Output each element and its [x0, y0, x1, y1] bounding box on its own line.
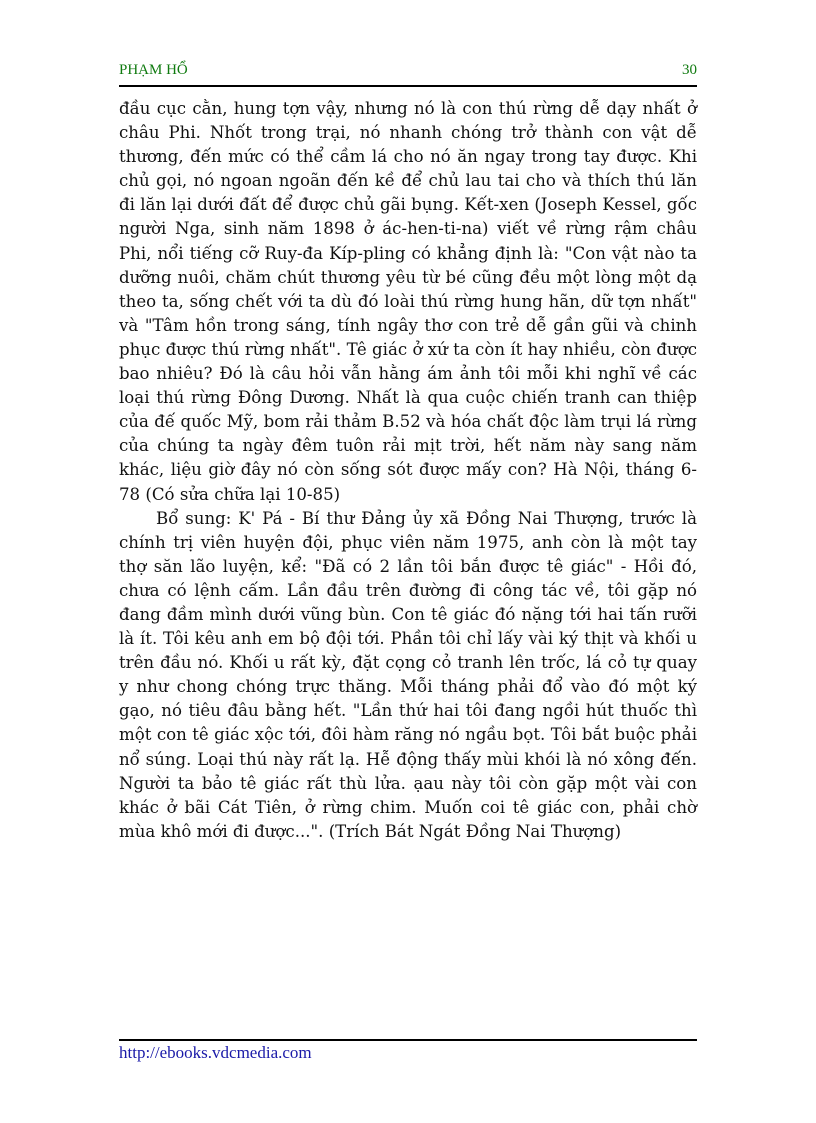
header-divider	[119, 85, 697, 87]
paragraph-supplement: Bổ sung: K' Pá - Bí thư Đảng ủy xã Đồng Nai Thượng, trước là chính trị viên huyện đội, phục viên năm 1975, anh còn là một tay thợ săn lão luyện, kể: "Đã có 2 lần tôi bắn được tê giác" - Hồi đó, chưa có lệnh cấm. Lần đầu trên đường đi công tác về, tôi gặp nó đang đầm mình dưới vũng bùn. Con tê giác đó nặng tới hai tấn rưỡi là ít. Tôi kêu anh em bộ đội tới. Phần tôi chỉ lấy vài ký thịt và khối u trên đầu nó. Khối u rất kỳ, đặt cọng cỏ tranh lên trốc, lá cỏ tự quay y như chong chóng trực thăng. Mỗi tháng phải đổ vào đó một ký gạo, nó tiêu đâu bằng hết. "Lần thứ hai tôi đang ngồi hút thuốc thì một con tê giác xộc tới, đôi hàm răng nó ngầu bọt. Tôi bắt buộc phải nổ súng. Loại thú này rất lạ. Hễ động thấy mùi khói là nó xông đến. Người ta bảo tê giác rất thù lửa. ạau này tôi còn gặp một vài con khác ở bãi Cát Tiên, ở rừng chim. Muốn coi tê giác con, phải chờ mùa khô mới đi được...". (Trích Bát Ngát Đồng Nai Thượng)	[119, 508, 697, 841]
paragraph-continuation: đầu cục cằn, hung tợn vậy, nhưng nó là con thú rừng dễ dạy nhất ở châu Phi. Nhốt trong trại, nó nhanh chóng trở thành con vật dễ thương, đến mức có thể cầm lá cho nó ăn ngay trong tay được. Khi chủ gọi, nó ngoan ngoãn đến kề để chủ lau tai cho và thích thú lăn đi lăn lại dưới đất để được chủ gãi bụng. Kết-xen (Joseph Kessel, gốc người Nga, sinh năm 1898 ở ác-hen-ti-na) viết về rừng rậm châu Phi, nổi tiếng cỡ Ruy-đa Kíp-pling có khẳng định là: "Con vật nào ta dưỡng nuôi, chăm chút thương yêu từ bé cũng đều một lòng một dạ theo ta, sống chết với ta dù đó loài thú rừng hung hãn, dữ tợn nhất" và "Tâm hồn trong sáng, tính ngây thơ con trẻ dễ gần gũi và chinh phục được thú rừng nhất". Tê giác ở xứ ta còn ít hay nhiều, còn được bao nhiêu? Đó là câu hỏi vẫn hằng ám ảnh tôi mỗi khi nghĩ về các loại thú rừng Đông Dương. Nhất là qua cuộc chiến tranh can thiệp của đế quốc Mỹ, bom rải thảm B.52 và hóa chất độc làm trụi lá rừng của chúng ta ngày đêm tuôn rải mịt trời, hết năm này sang năm khác, liệu giờ đây nó còn sống sót được mấy con? Hà Nội, tháng 6-78 (Có sửa chữa lại 10-85)	[119, 99, 697, 504]
footer-link[interactable]: http://ebooks.vdcmedia.com	[119, 1043, 312, 1062]
header-author: PHẠM HỔ	[119, 62, 188, 78]
footer-divider	[119, 1039, 697, 1041]
page-number: 30	[682, 62, 697, 78]
body-text	[119, 97, 697, 844]
